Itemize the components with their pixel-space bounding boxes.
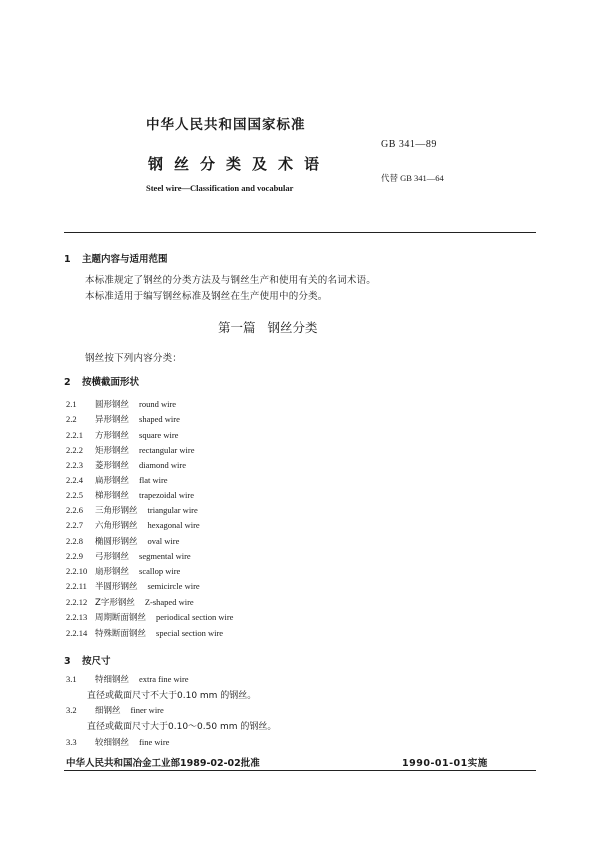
part-label: 第一篇 <box>218 320 256 335</box>
list-item: 2.2.2 矩形钢丝 rectangular wire <box>66 445 195 456</box>
list-item: 2.2.12 Z字形钢丝 Z-shaped wire <box>66 597 194 608</box>
approval-line: 中华人民共和国冶金工业部1989-02-02批准 <box>66 758 260 769</box>
list-item: 2.2.10 扇形钢丝 scallop wire <box>66 566 181 577</box>
section-1-heading <box>64 251 168 265</box>
definition-text: 直径或截面尺寸不大于0.10 mm 的钢丝。 <box>87 691 257 701</box>
list-item: 2.2 异形钢丝 shaped wire <box>66 414 180 425</box>
list-item: 2.1 圆形钢丝 round wire <box>66 399 177 410</box>
paragraph: 本标准规定了钢丝的分类方法及与钢丝生产和使用有关的名词术语。 <box>85 275 377 286</box>
effective-date: 1990-01-01实施 <box>402 758 488 769</box>
list-item: 3.2 细钢丝 finer wire <box>66 705 164 716</box>
standard-header: 中华人民共和国国家标准 <box>146 117 306 133</box>
list-item: 2.2.4 扁形钢丝 flat wire <box>66 475 168 486</box>
list-item: 2.2.8 椭圆形钢丝 oval wire <box>66 536 180 547</box>
part-heading <box>218 318 318 336</box>
list-item: 2.2.11 半圆形钢丝 semicircle wire <box>66 581 200 592</box>
list-item: 3.3 较细钢丝 fine wire <box>66 737 170 748</box>
section-title: 按尺寸 <box>82 656 111 667</box>
replaces-standard: 代替 GB 341—64 <box>381 173 444 183</box>
list-item: 2.2.3 菱形钢丝 diamond wire <box>66 460 186 471</box>
list-item: 2.2.9 弓形钢丝 segmental wire <box>66 551 191 562</box>
list-item: 3.1 特细钢丝 extra fine wire <box>66 674 189 685</box>
section-number: 2 <box>64 377 71 388</box>
list-item: 2.2.14 特殊断面钢丝 special section wire <box>66 628 224 639</box>
section-number: 3 <box>64 656 71 667</box>
intro-text: 钢丝按下列内容分类： <box>85 353 183 364</box>
english-title: Steel wire—Classification and vocabular <box>146 183 294 193</box>
section-title: 主题内容与适用范围 <box>82 254 168 265</box>
list-item: 2.2.5 梯形钢丝 trapezoidal wire <box>66 490 194 501</box>
section-3-heading <box>64 653 111 667</box>
part-title: 钢丝分类 <box>267 320 318 335</box>
section-number: 1 <box>64 254 71 265</box>
section-title: 按横截面形状 <box>82 377 140 388</box>
document-title: 钢丝分类及术语 <box>148 155 331 173</box>
header-divider <box>64 232 536 233</box>
paragraph: 本标准适用于编写钢丝标准及钢丝在生产使用中的分类。 <box>85 291 328 302</box>
standard-number: GB 341—89 <box>381 139 437 150</box>
definition-text: 直径或截面尺寸大于0.10～0.50 mm 的钢丝。 <box>87 722 277 732</box>
footer-divider <box>64 770 536 771</box>
list-item: 2.2.13 周期断面钢丝 periodical section wire <box>66 612 234 623</box>
list-item: 2.2.7 六角形钢丝 hexagonal wire <box>66 520 200 531</box>
section-2-heading <box>64 374 139 388</box>
list-item: 2.2.1 方形钢丝 square wire <box>66 430 179 441</box>
list-item: 2.2.6 三角形钢丝 triangular wire <box>66 505 198 516</box>
